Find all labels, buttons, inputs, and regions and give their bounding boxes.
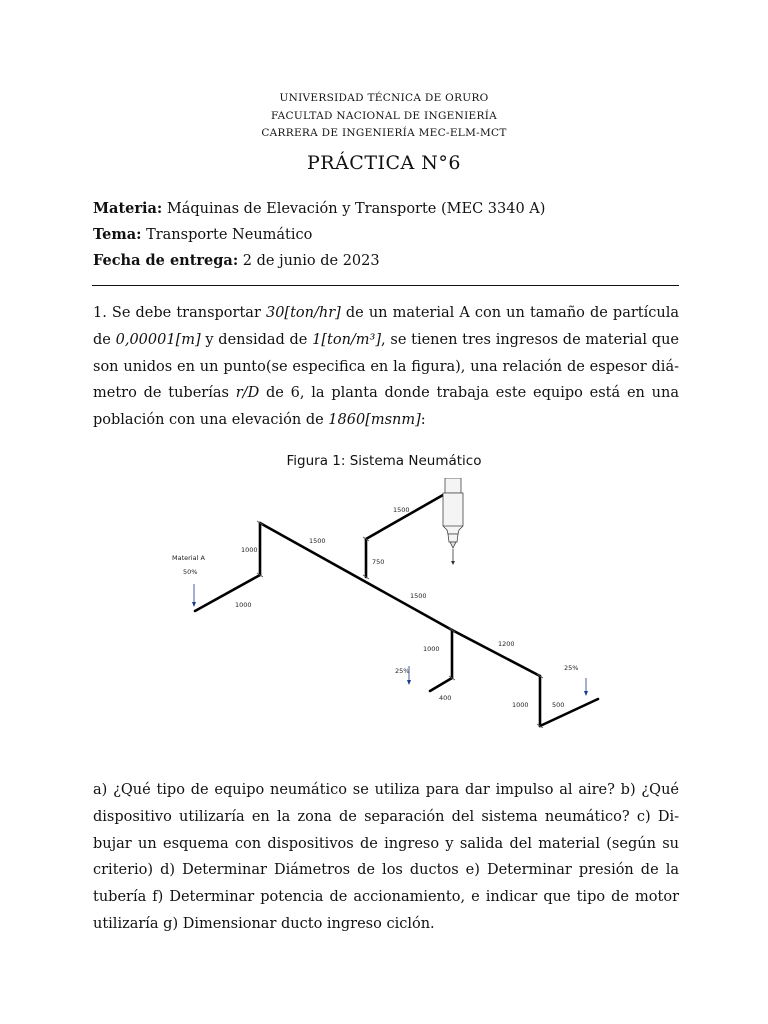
elbow-marks	[257, 521, 543, 728]
separator-rule	[92, 285, 679, 286]
problem-statement	[93, 300, 679, 434]
pipe-network	[195, 495, 598, 726]
math-rate: 30[ton/hr]	[265, 305, 341, 321]
problem-line-2: de 0,00001[m] y densidad de 1[ton/m³], se tienen tres ingresos de material que	[93, 331, 679, 348]
label-pct-25-left: 25%	[395, 667, 410, 675]
pipe-main-1500-a	[260, 523, 452, 630]
fecha-label: Fecha de entrega:	[93, 252, 239, 269]
label-d1500-a: 1500	[309, 537, 326, 545]
figure-caption: Figura 1: Sistema Neumático	[286, 453, 482, 469]
label-d1000-c: 1000	[423, 645, 440, 653]
label-d1500-mid: 1500	[410, 592, 427, 600]
question-line-3: bujar un esquema con dispositivos de ingreso y salida del material (según su	[93, 835, 679, 852]
math-particle-size: 0,00001[m]	[115, 331, 201, 348]
label-pct-50: 50%	[183, 568, 198, 576]
page-title: PRÁCTICA N°6	[306, 152, 462, 174]
pneumatic-system-diagram	[150, 478, 620, 728]
label-material-a: Material A	[172, 554, 205, 562]
question-line-4: criterio) d) Determinar Diámetros de los ductos e) Determinar presión de la	[93, 862, 679, 879]
faculty-name: FACULTAD NACIONAL DE INGENIERÍA	[270, 110, 498, 122]
materia-value: Máquinas de Elevación y Transporte (MEC 3340 A)	[166, 201, 546, 217]
inlet-arrow-25-right	[584, 678, 588, 696]
label-d750: 750	[372, 558, 385, 566]
label-pct-25-right: 25%	[564, 664, 579, 672]
label-d1000-d: 1000	[512, 701, 529, 709]
university-name: UNIVERSIDAD TÉCNICA DE ORURO	[279, 92, 489, 104]
question-line-5: tubería f) Determinar potencia de accionamiento, e indicar que tipo de motor	[93, 889, 679, 906]
pipe-segment-500	[540, 699, 598, 726]
problem-line-4: metro de tuberías r/D de 6, la planta donde trabaja este equipo está en una	[93, 385, 679, 402]
tema-value: Transporte Neumático	[146, 227, 313, 243]
pipe-segment-400	[430, 678, 452, 691]
career-name: CARRERA DE INGENIERÍA MEC-ELM-MCT	[261, 127, 507, 139]
meta-materia	[93, 200, 545, 217]
meta-fecha	[93, 252, 380, 269]
tema-label: Tema:	[93, 226, 142, 243]
cyclone-outlet-arrow	[451, 549, 455, 565]
label-d400: 400	[439, 694, 452, 702]
question-line-2: dispositivo utilizaría en la zona de separación del sistema neumático? c) Di-	[93, 808, 679, 825]
question-line-6: utilizaría g) Dimensionar ducto ingreso ciclón.	[93, 915, 435, 932]
math-elevation: 1860[msnm]	[328, 412, 421, 429]
problem-line-5: población con una elevación de 1860[msnm]:	[93, 412, 426, 429]
label-d1000-b: 1000	[241, 546, 258, 554]
materia-label: Materia:	[93, 200, 163, 217]
questions	[93, 777, 679, 938]
cyclone-separator	[443, 478, 463, 548]
pipe-segment-1200	[452, 630, 540, 676]
meta-tema	[93, 226, 312, 243]
inlet-arrow-material-a	[192, 584, 196, 607]
problem-line-3: son unidos en un punto(se especifica en la figura), una relación de espesor diá-	[93, 358, 679, 375]
math-density: 1[ton/m³]	[312, 331, 382, 348]
label-d1200: 1200	[498, 640, 515, 648]
problem-line-1: 1. Se debe transportar 30[ton/hr] de un material A con un tamaño de partícula	[93, 305, 679, 321]
label-d1000-a: 1000	[235, 601, 252, 609]
label-d1500-top: 1500	[393, 506, 410, 514]
fecha-value: 2 de junio de 2023	[242, 253, 380, 269]
label-d500: 500	[552, 701, 565, 709]
question-line-1: a) ¿Qué tipo de equipo neumático se utiliza para dar impulso al aire? b) ¿Qué	[93, 782, 679, 798]
math-ratio: r/D	[235, 385, 260, 402]
pipe-segment-1500-top	[366, 495, 443, 539]
